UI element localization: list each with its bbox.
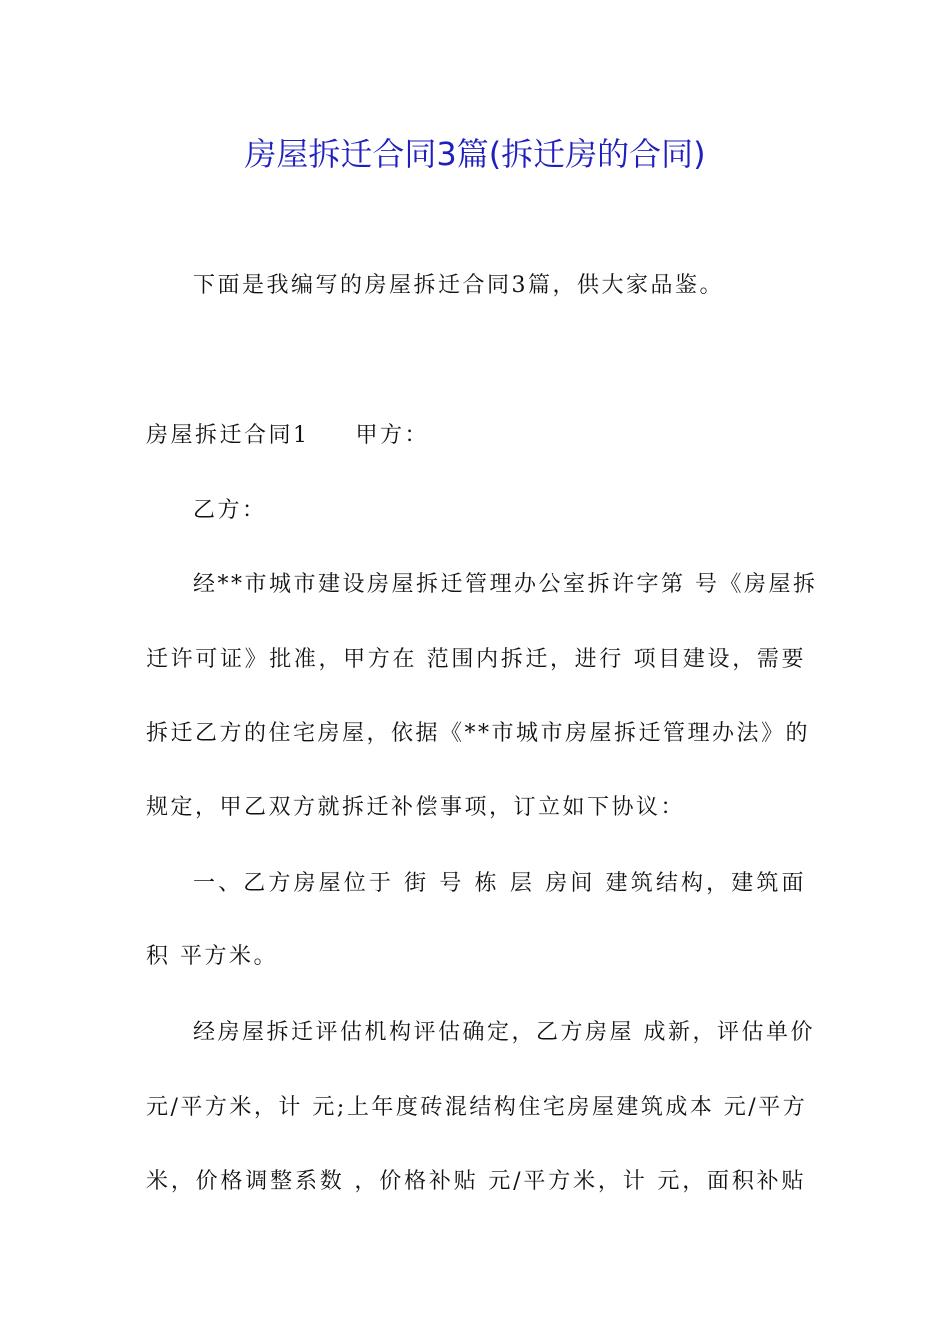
body-line: 元/平方米，计 元;上年度砖混结构住宅房屋建筑成本 元/平方	[146, 1095, 808, 1120]
intro-paragraph: 下面是我编写的房屋拆迁合同3篇，供大家品鉴。	[193, 273, 724, 298]
document-title: 房屋拆迁合同3篇(拆迁房的合同)	[244, 135, 706, 173]
party-b-label: 乙方：	[193, 498, 267, 523]
party-a-label: 甲方：	[355, 423, 430, 448]
contract-heading-line	[146, 421, 806, 451]
body-line: 迁许可证》批准，甲方在 范围内拆迁，进行 项目建设，需要	[146, 647, 806, 672]
body-line: 经房屋拆迁评估机构评估确定，乙方房屋 成新，评估单价	[193, 1020, 815, 1045]
body-line: 米，价格调整系数 ，价格补贴 元/平方米，计 元，面积补贴	[146, 1169, 806, 1194]
contract-heading: 房屋拆迁合同1	[146, 423, 310, 448]
body-line: 积 平方米。	[146, 944, 278, 969]
body-line: 规定，甲乙双方就拆迁补偿事项，订立如下协议：	[146, 795, 686, 820]
body-line: 经**市城市建设房屋拆迁管理办公室拆许字第 号《房屋拆	[193, 572, 818, 597]
body-line: 一、乙方房屋位于 街 号 栋 层 房间 建筑结构，建筑面	[193, 871, 806, 896]
body-line: 拆迁乙方的住宅房屋，依据《**市城市房屋拆迁管理办法》的	[146, 721, 811, 746]
